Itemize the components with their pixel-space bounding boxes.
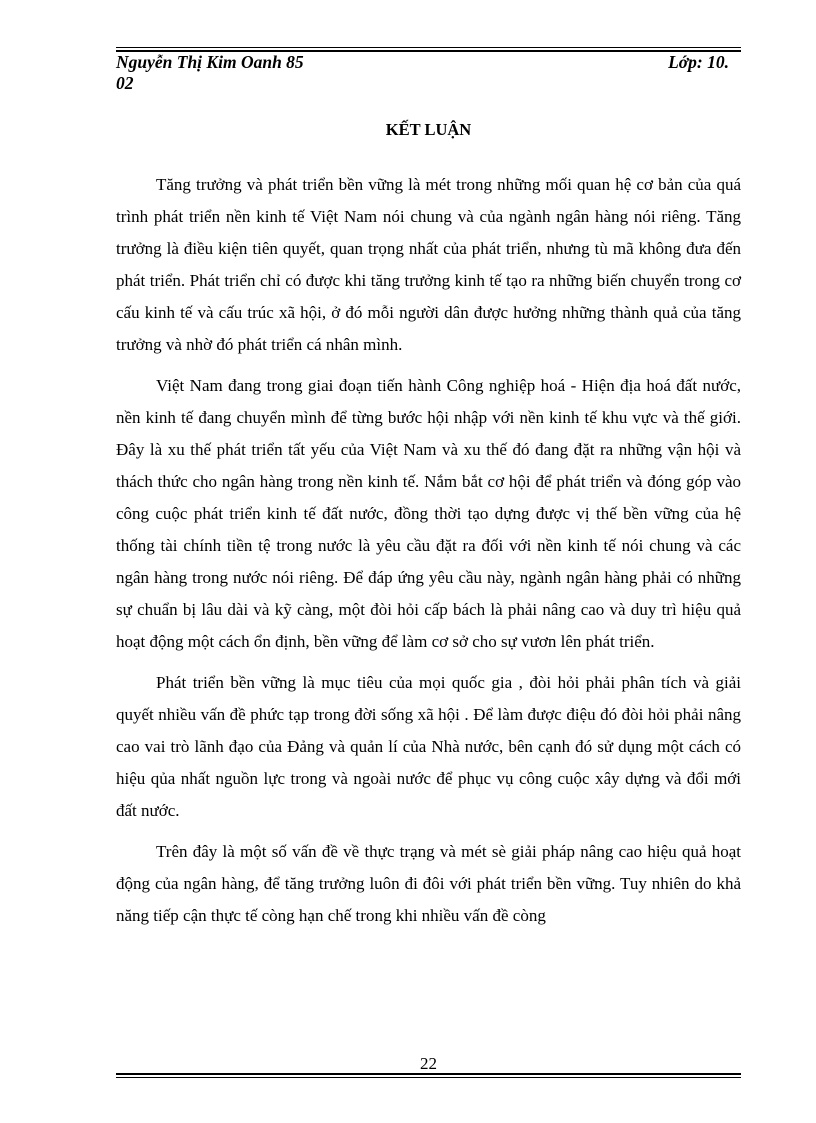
footer-rule-thick xyxy=(116,1073,741,1075)
paragraph: Phát triển bền vững là mục tiêu của mọi quốc gia , đòi hỏi phải phân tích và giải quyết nhiều vấn đề phức tạp trong đời sống xã hội . Để làm được điệu đó đòi hỏi phải nâng cao vai trò lãnh đạo của Đảng và quản lí của Nhà nước, bên cạnh đó sử dụng một cách có hiệu qủa nhất nguồn lực trong và ngoài nước để phục vụ công cuộc xây dựng và đổi mới đất nước. xyxy=(116,673,741,820)
page-number: 22 xyxy=(420,1054,437,1072)
header-author-name: Nguyễn Thị Kim Oanh 85 xyxy=(116,52,304,72)
header-class: Lớp: 10. xyxy=(668,52,729,72)
section-title: KẾT LUẬN xyxy=(385,120,472,139)
paragraph: Việt Nam đang trong giai đoạn tiến hành Công nghiệp hoá - Hiện địa hoá đất nước, nền kinh tế đang chuyển mình để từng bước hội nhập với nền kinh tế khu vực và thế giới. Đây là xu thế phát triển tất yếu của Việt Nam và xu thế đó đang đặt ra những vận hội và thách thức cho ngân hàng trong nền kinh tế. Nắm bắt cơ hội để phát triển và đóng góp vào công cuộc phát triển kinh tế đất nước, đồng thời tạo dựng được vị thế bền vững của hệ thống tài chính tiền tệ trong nước là yêu cầu đặt ra đối với nền kinh tế nói chung và các ngân hàng trong nước nói riêng. Để đáp ứng yêu cầu này, ngành ngân hàng phải có những sự chuẩn bị lâu dài và kỹ càng, một đòi hỏi cấp bách là phải nâng cao và duy trì hiệu quả hoạt động một cách ổn định, bền vững để làm cơ sở cho sự vươn lên phát triển. xyxy=(116,376,741,651)
page-header xyxy=(116,52,741,96)
paragraph: Tăng trưởng và phát triển bền vững là mét trong những mối quan hệ cơ bản của quá trình phát triển nền kinh tế Việt Nam nói chung và của ngành ngân hàng nói riêng. Tăng trưởng là điều kiện tiên quyết, quan trọng nhất của phát triển, nhưng tù mã không đưa đến phát triển. Phát triển chỉ có được khi tăng trưởng kinh tế tạo ra những biến chuyển trong cơ cấu kinh tế và cấu trúc xã hội, ở đó mỗi người dân được hưởng những thành quả của tăng trưởng và nhờ đó phát triển cá nhân mình. xyxy=(116,175,741,354)
document-body xyxy=(116,169,741,941)
header-author-id: 02 xyxy=(116,73,134,93)
header-rule-thin xyxy=(116,47,741,48)
header-author xyxy=(116,52,346,94)
footer-rule-thin xyxy=(116,1077,741,1078)
paragraph: Trên đây là một số vấn đề về thực trạng và mét sè giải pháp nâng cao hiệu quả hoạt động của ngân hàng, để tăng trưởng luôn đi đôi với phát triển bền vững. Tuy nhiên do khả năng tiếp cận thực tế còng hạn chế trong khi nhiều vấn đề còng xyxy=(116,842,741,925)
